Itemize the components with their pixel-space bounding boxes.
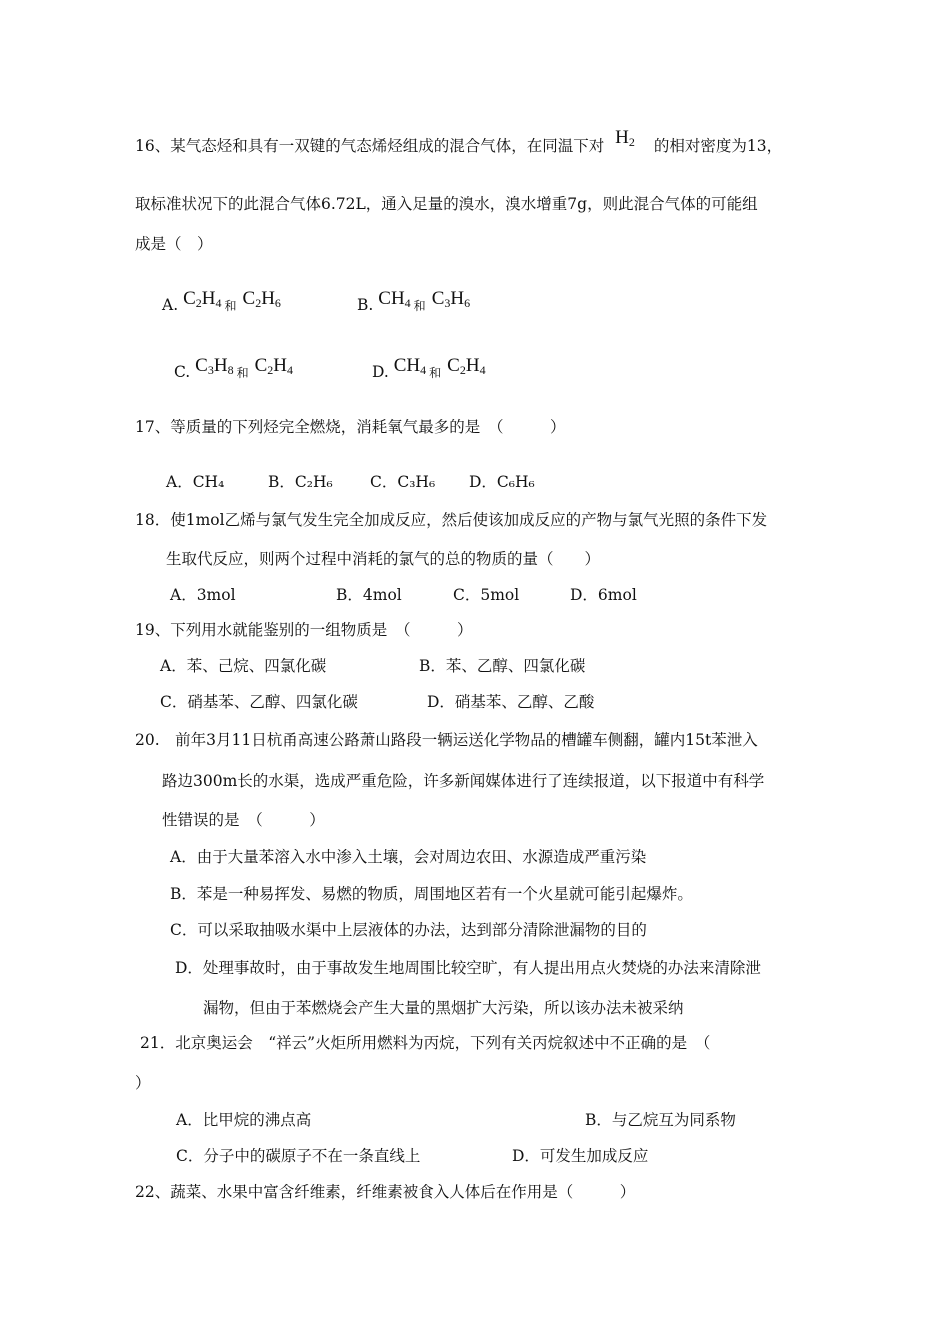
q18-option-c: C．5mol [453,586,520,604]
q16-stem-line3: 成是（ ） [135,235,213,253]
q16-option-b: B. $CH_4$ 和 $C_3H_6$ [357,288,471,314]
q18-option-b: B．4mol [336,586,402,604]
q17-stem: 17、等质量的下列烃完全燃烧，消耗氧气最多的是 （ ） [135,418,566,436]
q21-option-c: C．分子中的碳原子不在一条直线上 [176,1147,421,1165]
q19-stem: 19、下列用水就能鉴别的一组物质是 （ ） [135,621,473,639]
q19-option-b: B．苯、乙醇、四氯化碳 [419,657,586,675]
q16-option-d: D. $CH_4$ 和 $C_2H_4$ [372,355,486,381]
q21-option-a: A．比甲烷的沸点高 [176,1111,312,1129]
q18-stem-line1: 18．使1mol乙烯与氯气发生完全加成反应，然后使该加成反应的产物与氯气光照的条件下发 [135,511,768,529]
q21-stem-line1: 21．北京奥运会 “祥云”火炬所用燃料为丙烷，下列有关丙烷叙述中不正确的是 （ [140,1034,711,1052]
q20-stem-line3: 性错误的是 （ ） [162,811,325,829]
q17-option-a: A．CH₄ [166,473,225,491]
q18-option-a: A．3mol [170,586,236,604]
q17-option-d: D．C₆H₆ [469,473,535,491]
q20-option-c: C．可以采取抽吸水渠中上层液体的办法，达到部分清除泄漏物的目的 [170,921,647,939]
q18-stem-line2: 生取代反应，则两个过程中消耗的氯气的总的物质的量（ ） [166,550,601,568]
q20-stem-line2: 路边300m长的水渠，选成严重危险，许多新闻媒体进行了连续报道，以下报道中有科学 [162,772,765,790]
q18-option-d: D．6mol [570,586,637,604]
q20-option-b: B．苯是一种易挥发、易燃的物质，周围地区若有一个火星就可能引起爆炸。 [170,885,693,903]
q21-option-b: B．与乙烷互为同系物 [585,1111,736,1129]
q22-stem: 22、蔬菜、水果中富含纤维素，纤维素被食入人体后在作用是（ ） [135,1183,636,1201]
q17-option-c: C．C₃H₆ [370,473,436,491]
q16-stem-line1: 16、某气态烃和具有一双键的气态烯烃组成的混合气体，在同温下对 $H_2$ 的相对密度为13， [135,127,783,155]
q20-option-d-line2: 漏物，但由于苯燃烧会产生大量的黑烟扩大污染，所以该办法未被采纳 [203,999,684,1017]
q17-option-b: B．C₂H₆ [268,473,333,491]
q16-stem-line2: 取标准状况下的此混合气体6.72L，通入足量的溴水，溴水增重7g，则此混合气体的可能组 [135,195,758,213]
q20-option-a: A．由于大量苯溶入水中渗入土壤，会对周边农田、水源造成严重污染 [170,848,647,866]
q21-stem-line2: ） [135,1074,151,1092]
q16-option-a: A. $C_2H_4$ 和 $C_2H_6$ [162,288,281,314]
q16-option-c: C. $C_3H_8$ 和 $C_2H_4$ [174,355,294,381]
q19-option-a: A．苯、己烷、四氯化碳 [160,657,327,675]
q21-option-d: D．可发生加成反应 [512,1147,649,1165]
h2-formula: $H_2$ [615,127,635,149]
q20-option-d-line1: D．处理事故时，由于事故发生地周围比较空旷，有人提出用点火焚烧的办法来清除泄 [175,959,761,977]
q19-option-d: D．硝基苯、乙醇、乙酸 [427,693,595,711]
q20-stem-line1: 20. 前年3月11日杭甬高速公路萧山路段一辆运送化学物品的槽罐车侧翻，罐内15t苯泄入 [135,731,758,749]
q19-option-c: C．硝基苯、乙醇、四氯化碳 [160,693,358,711]
